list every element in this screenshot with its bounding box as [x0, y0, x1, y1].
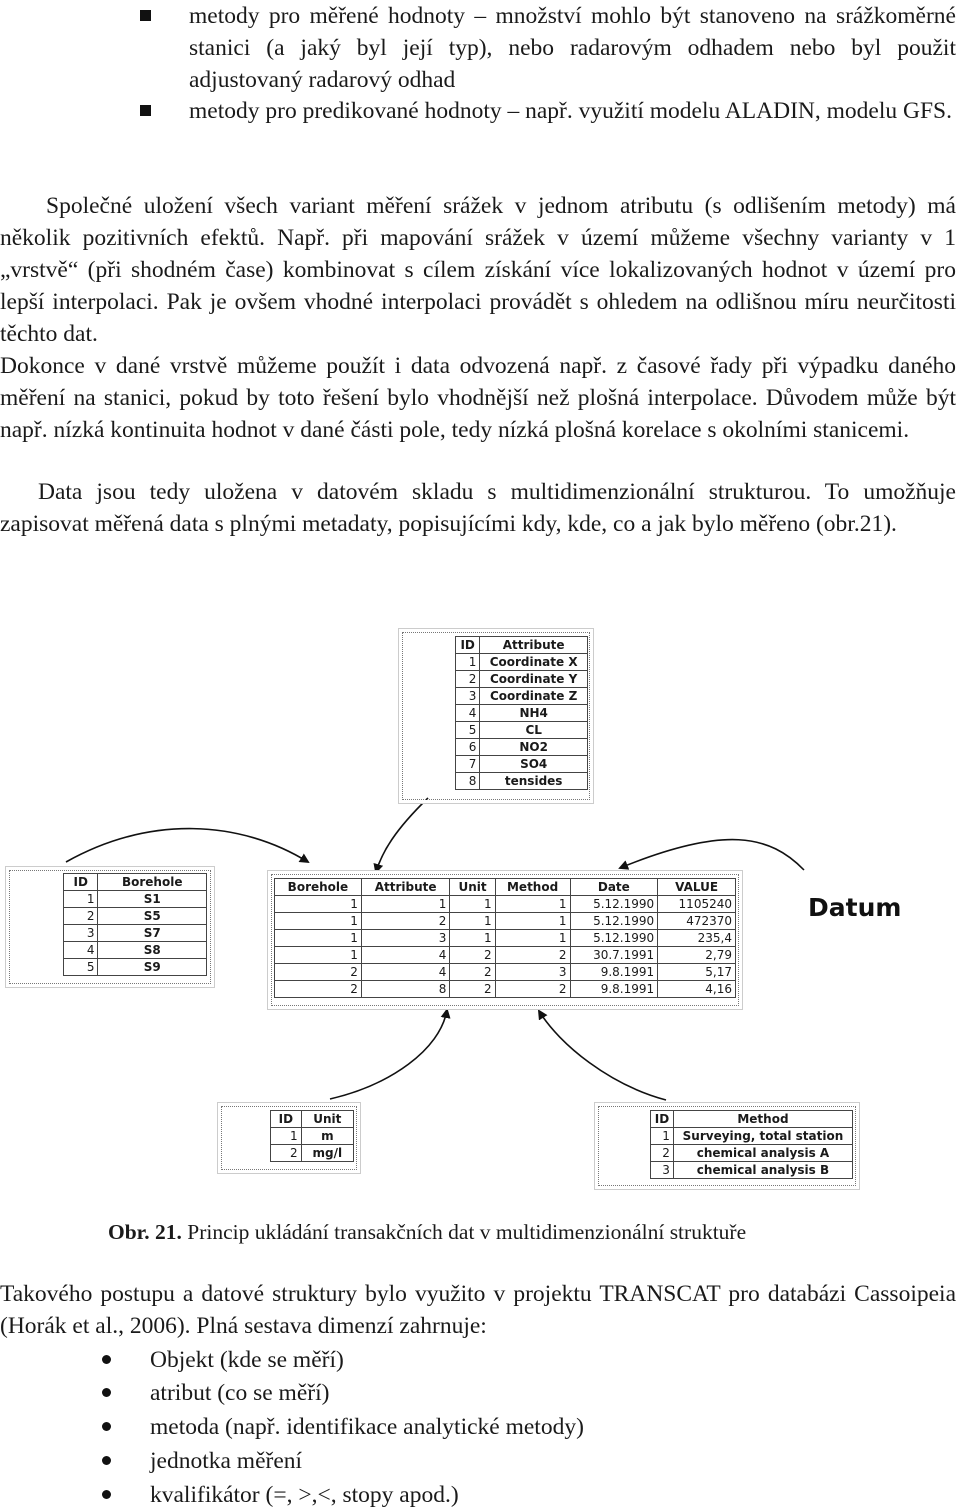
column-header: ID — [64, 874, 98, 891]
table-cell: 1 — [271, 1128, 302, 1145]
table-cell: Coordinate Z — [480, 688, 588, 705]
table-cell: 1 — [275, 896, 362, 913]
borehole-table — [63, 873, 207, 976]
column-header: Method — [495, 879, 570, 896]
fact-table — [274, 878, 736, 998]
column-header: Method — [673, 1111, 852, 1128]
list-item — [150, 1411, 584, 1443]
table-row — [456, 705, 588, 722]
table-cell: 2 — [275, 964, 362, 981]
paragraph: Dokonce v dané vrstvě můžeme použít i data odvozená např. z časové řady při výpadku daného měření na stanici, pokud by toto řešení bylo vhodnější než plošná interpolace. Důvodem může být např. nízká kontinuita hodnot v dané části pole, tedy nízká plošná korelace s okolními stanicemi. — [0, 353, 956, 443]
table-cell: 4 — [64, 942, 98, 959]
arrow-borehole — [66, 829, 308, 862]
caption-label: Obr. 21. — [108, 1220, 182, 1244]
method-table — [650, 1110, 853, 1179]
column-header: ID — [271, 1111, 302, 1128]
table-cell: 8 — [361, 981, 450, 998]
table-row — [64, 959, 207, 976]
table-cell: 2 — [361, 913, 450, 930]
table-cell: Coordinate X — [480, 654, 588, 671]
table-cell: 5 — [64, 959, 98, 976]
table-cell: 3 — [64, 925, 98, 942]
table-cell: 472370 — [658, 913, 736, 930]
bullet-icon — [102, 1388, 111, 1397]
list-item — [150, 1479, 459, 1511]
table-cell: 1 — [495, 930, 570, 947]
table-cell: 5.12.1990 — [570, 896, 658, 913]
table-cell: 2 — [450, 947, 495, 964]
table-row — [64, 891, 207, 908]
table-row — [275, 896, 736, 913]
table-row — [275, 964, 736, 981]
table-row — [271, 1128, 354, 1145]
table-cell: 4 — [361, 947, 450, 964]
list-item-text: metoda (např. identifikace analytické metody) — [150, 1414, 584, 1440]
table-row — [456, 773, 588, 790]
table-cell: CL — [480, 722, 588, 739]
column-header: Unit — [301, 1111, 353, 1128]
table-row — [456, 739, 588, 756]
table-row — [651, 1145, 853, 1162]
column-header: Unit — [450, 879, 495, 896]
table-row — [64, 942, 207, 959]
table-cell: 1 — [450, 913, 495, 930]
table-cell: 8 — [456, 773, 480, 790]
table-cell: 3 — [361, 930, 450, 947]
table-row — [456, 688, 588, 705]
table-row — [275, 913, 736, 930]
table-cell: 30.7.1991 — [570, 947, 658, 964]
column-header: Attribute — [480, 637, 588, 654]
column-header: VALUE — [658, 879, 736, 896]
attribute-table — [455, 636, 588, 790]
table-cell: 2 — [495, 981, 570, 998]
table-row — [64, 908, 207, 925]
column-header: Date — [570, 879, 658, 896]
table-cell: mg/l — [301, 1145, 353, 1162]
table-cell: 9.8.1991 — [570, 981, 658, 998]
column-header: Borehole — [275, 879, 362, 896]
paragraph: Takového postupu a datové struktury bylo využito v projektu TRANSCAT pro databázi Cassoipeia (Horák et al., 2006). Plná sestava dimenzí zahrnuje: — [0, 1281, 956, 1339]
table-cell: 5.12.1990 — [570, 913, 658, 930]
table-cell: 1 — [64, 891, 98, 908]
table-cell: 1 — [450, 930, 495, 947]
figure-caption — [108, 1217, 746, 1247]
column-header: ID — [651, 1111, 674, 1128]
table-cell: 2 — [651, 1145, 674, 1162]
table-cell: 4 — [456, 705, 480, 722]
table-row — [651, 1128, 853, 1145]
table-cell: 2 — [275, 981, 362, 998]
table-cell: 4 — [361, 964, 450, 981]
table-cell: 1 — [275, 913, 362, 930]
table-cell: chemical analysis B — [673, 1162, 852, 1179]
table-row — [456, 654, 588, 671]
table-cell: 1 — [275, 930, 362, 947]
column-header: Borehole — [98, 874, 207, 891]
column-header: ID — [456, 637, 480, 654]
table-cell: 3 — [495, 964, 570, 981]
column-header: Attribute — [361, 879, 450, 896]
table-row — [275, 947, 736, 964]
table-cell: 2 — [450, 981, 495, 998]
paragraph: Data jsou tedy uložena v datovém skladu s multidimenzionální strukturou. To umožňuje zapisovat měřená data s plnými metadaty, popisujícími kdy, kde, co a jak bylo měřeno (obr.21). — [0, 479, 956, 537]
table-cell: 1 — [495, 896, 570, 913]
table-header-row — [456, 637, 588, 654]
table-cell: 3 — [651, 1162, 674, 1179]
list-item — [150, 1377, 329, 1409]
list-item-text: atribut (co se měří) — [150, 1380, 330, 1406]
table-cell: 1 — [456, 654, 480, 671]
table-row — [64, 925, 207, 942]
table-cell: 1 — [275, 947, 362, 964]
datum-label: Datum — [808, 893, 902, 922]
table-cell: 5,17 — [658, 964, 736, 981]
table-row — [651, 1162, 853, 1179]
table-row — [275, 981, 736, 998]
table-cell: NH4 — [480, 705, 588, 722]
table-cell: 2,79 — [658, 947, 736, 964]
arrow-attribute — [376, 798, 428, 872]
bullet-icon — [102, 1355, 111, 1364]
table-cell: 5 — [456, 722, 480, 739]
table-cell: S7 — [98, 925, 207, 942]
arrow-unit — [330, 1010, 447, 1099]
table-cell: chemical analysis A — [673, 1145, 852, 1162]
table-cell: 1 — [495, 913, 570, 930]
table-cell: tensides — [480, 773, 588, 790]
table-cell: 5.12.1990 — [570, 930, 658, 947]
table-cell: 6 — [456, 739, 480, 756]
table-header-row — [64, 874, 207, 891]
table-header-row — [275, 879, 736, 896]
list-item-text: kvalifikátor (=, >,<, stopy apod.) — [150, 1482, 459, 1508]
bullet-icon — [102, 1422, 111, 1431]
table-row — [271, 1145, 354, 1162]
list-item-text: jednotka měření — [150, 1448, 303, 1474]
table-cell: S5 — [98, 908, 207, 925]
table-row — [456, 671, 588, 688]
list-item-text: metody pro predikované hodnoty – např. využití modelu ALADIN, modelu GFS. — [189, 98, 952, 124]
table-cell: 4,16 — [658, 981, 736, 998]
table-cell: 2 — [495, 947, 570, 964]
bullet-icon — [102, 1456, 111, 1465]
table-cell: 7 — [456, 756, 480, 773]
table-row — [456, 722, 588, 739]
table-cell: SO4 — [480, 756, 588, 773]
table-cell: 9.8.1991 — [570, 964, 658, 981]
table-cell: 2 — [64, 908, 98, 925]
table-cell: 235,4 — [658, 930, 736, 947]
table-cell: 2 — [271, 1145, 302, 1162]
arrow-method — [539, 1011, 666, 1100]
table-cell: 3 — [456, 688, 480, 705]
caption-text: Princip ukládání transakčních dat v multidimenzionální struktuře — [181, 1220, 747, 1244]
table-row — [275, 930, 736, 947]
table-cell: Coordinate Y — [480, 671, 588, 688]
list-item — [150, 1344, 344, 1376]
table-cell: S8 — [98, 942, 207, 959]
arrow-datum — [620, 840, 804, 870]
table-header-row — [651, 1111, 853, 1128]
list-item — [150, 1445, 302, 1477]
table-row — [456, 756, 588, 773]
list-item-text: Objekt (kde se měří) — [150, 1347, 344, 1373]
table-cell: S1 — [98, 891, 207, 908]
table-header-row — [271, 1111, 354, 1128]
table-cell: 1 — [651, 1128, 674, 1145]
table-cell: 1105240 — [658, 896, 736, 913]
table-cell: S9 — [98, 959, 207, 976]
table-cell: 1 — [361, 896, 450, 913]
bullet-icon — [102, 1490, 111, 1499]
list-item-text: metody pro měřené hodnoty – množství mohlo být stanoveno na srážkoměrné stanici (a jaký byl její typ), nebo radarovým odhadem nebo byl použit adjustovaný radarový odhad — [189, 3, 956, 93]
table-cell: NO2 — [480, 739, 588, 756]
paragraph: Společné uložení všech variant měření srážek v jednom atributu (s odlišením metody) má několik pozitivních efektů. Např. při mapování srážek v území můžeme všechny varianty v 1 „vrstvě“ (při shodném čase) kombinovat s cílem získání více lokalizovaných hodnot v území pro lepší interpolaci. Pak je ovšem vhodné interpolaci provádět s ohledem na odlišnou míru neurčitosti těchto dat. — [0, 193, 956, 347]
table-cell: 2 — [450, 964, 495, 981]
table-cell: 1 — [450, 896, 495, 913]
table-cell: 2 — [456, 671, 480, 688]
unit-table — [270, 1110, 354, 1162]
table-cell: Surveying, total station — [673, 1128, 852, 1145]
table-cell: m — [301, 1128, 353, 1145]
